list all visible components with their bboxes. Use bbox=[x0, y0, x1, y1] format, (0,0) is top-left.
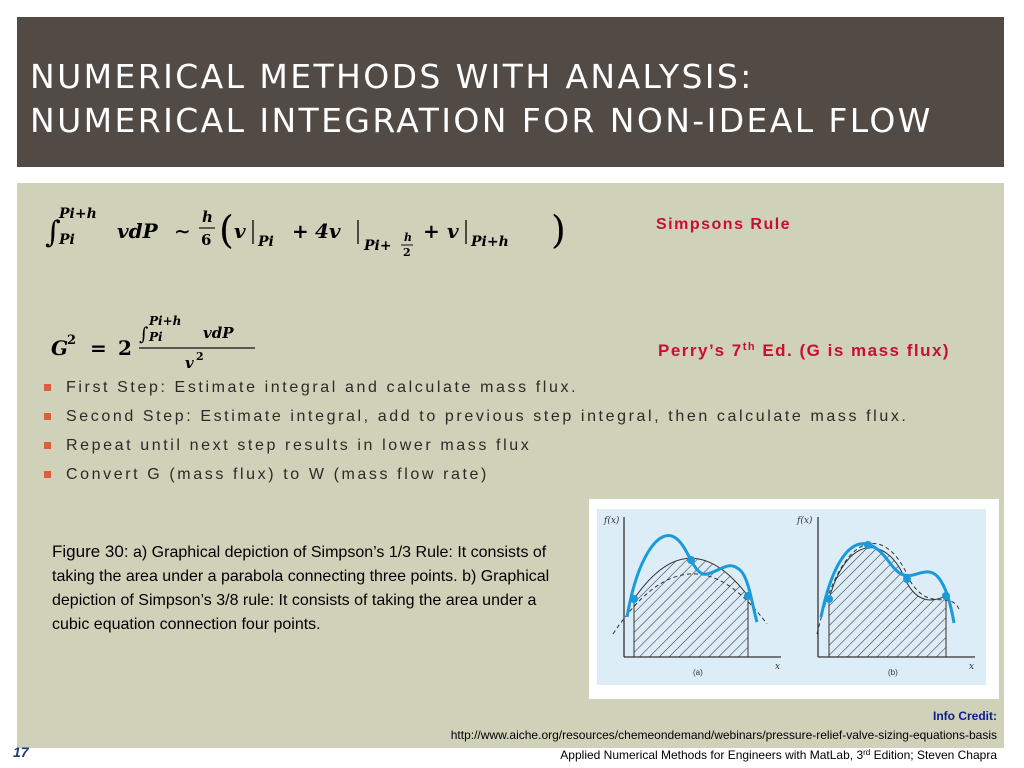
plus-sign-2: + bbox=[423, 219, 440, 243]
panel-b-y-label: f(x) bbox=[797, 516, 813, 526]
panel-a-point bbox=[687, 556, 695, 564]
figure-caption bbox=[52, 540, 572, 637]
mass-flux-lhs: G bbox=[51, 336, 69, 360]
panel-a-x-label: x bbox=[775, 662, 781, 672]
term-v1-subscript: Pi bbox=[258, 234, 274, 250]
slide-title-line-2: NUMERICAL INTEGRATION FOR NON-IDEAL FLOW bbox=[30, 101, 933, 140]
step-text: Second Step: Estimate integral, add to previous step integral, then calculate mass flux. bbox=[66, 408, 909, 425]
book-credit-suffix: Edition; Steven Chapra bbox=[870, 748, 997, 762]
book-credit-superscript: rd bbox=[863, 748, 871, 757]
info-credit-book bbox=[560, 748, 997, 762]
info-credit-heading: Info Credit: bbox=[933, 709, 997, 723]
simpson-integrand: vdP bbox=[117, 219, 158, 243]
simpsons-rule-label: Simpsons Rule bbox=[656, 216, 792, 233]
simpson-lower-limit: Pi bbox=[59, 232, 75, 248]
panel-b-x-label: x bbox=[969, 662, 975, 672]
fraction-denominator: 6 bbox=[201, 231, 212, 249]
bullet-marker bbox=[44, 471, 51, 478]
coefficient: 2 bbox=[118, 336, 132, 360]
simpson-figure bbox=[589, 499, 999, 699]
panel-a-y-label: f(x) bbox=[604, 516, 620, 526]
title-banner bbox=[17, 17, 1004, 167]
term-4v: 4v bbox=[315, 219, 341, 243]
small-integral-sign: ∫ bbox=[139, 324, 149, 345]
bullet-marker bbox=[44, 442, 51, 449]
panel-a-label: (a) bbox=[693, 668, 703, 677]
bullet-marker bbox=[44, 413, 51, 420]
figure-caption-text: a) Graphical depiction of Simpson’s 1/3 Rule: It consists of taking the area under a parabola connecting three points. b) Graphical depiction of Simpson’s 3/8 rule: It consists of taking the area under a cubic equation connection four points. bbox=[52, 544, 550, 633]
simpson-figure-graphic bbox=[589, 499, 999, 699]
mass-flux-exponent: 2 bbox=[67, 333, 77, 348]
info-credit-url: http://www.aiche.org/resources/chemeondemand/webinars/pressure-relief-valve-sizing-equations-basis bbox=[450, 728, 997, 742]
panel-b-point bbox=[903, 575, 911, 583]
approx-symbol: ∼ bbox=[174, 219, 191, 243]
mass-flux-denominator-exponent: 2 bbox=[196, 350, 204, 363]
panel-b-point bbox=[825, 595, 833, 603]
figure-caption-label: Figure 30: bbox=[52, 542, 129, 561]
perry-reference-label bbox=[658, 341, 950, 361]
list-item bbox=[42, 434, 942, 457]
integral-sign: ∫ bbox=[45, 215, 61, 250]
mass-flux-equation bbox=[45, 315, 285, 375]
panel-b-point bbox=[864, 541, 872, 549]
slide-title-line-1: NUMERICAL METHODS WITH ANALYSIS: bbox=[30, 57, 754, 96]
left-paren: ( bbox=[219, 208, 234, 252]
perry-label-prefix: Perry’s 7 bbox=[658, 341, 743, 360]
panel-b-label: (b) bbox=[888, 668, 898, 677]
perry-label-suffix: Ed. (G is mass flux) bbox=[756, 341, 951, 360]
book-credit-prefix: Applied Numerical Methods for Engineers with MatLab, 3 bbox=[560, 748, 864, 762]
list-item bbox=[42, 376, 942, 399]
mass-flux-integrand: vdP bbox=[203, 324, 234, 342]
steps-list bbox=[42, 376, 942, 492]
simpson-upper-limit: Pi+h bbox=[59, 206, 97, 222]
mass-flux-upper-limit: Pi+h bbox=[149, 315, 182, 328]
panel-b-point bbox=[942, 592, 950, 600]
perry-label-superscript: th bbox=[742, 341, 757, 353]
step-text: Repeat until next step results in lower mass flux bbox=[66, 437, 532, 454]
term-v1: v bbox=[234, 219, 246, 243]
right-paren: ) bbox=[551, 208, 566, 252]
sub-fraction-numerator: h bbox=[404, 231, 412, 244]
step-text: Convert G (mass flux) to W (mass flow rate) bbox=[66, 466, 489, 483]
term-4v-subscript: Pi+ bbox=[364, 238, 392, 254]
plus-sign-1: + bbox=[292, 219, 309, 243]
panel-a-point bbox=[630, 595, 638, 603]
term-v3-subscript: Pi+h bbox=[471, 234, 509, 250]
mass-flux-lower-limit: Pi bbox=[149, 330, 163, 344]
simpson-rule-equation bbox=[45, 198, 605, 258]
bullet-marker bbox=[44, 384, 51, 391]
sub-fraction-denominator: 2 bbox=[403, 246, 411, 258]
panel-a-point bbox=[744, 592, 752, 600]
slide-number: 17 bbox=[13, 744, 29, 760]
list-item bbox=[42, 463, 942, 486]
step-text: First Step: Estimate integral and calculate mass flux. bbox=[66, 379, 579, 396]
fraction-numerator: h bbox=[202, 208, 213, 226]
list-item bbox=[42, 405, 942, 428]
term-v3: v bbox=[447, 219, 459, 243]
equals-sign: = bbox=[90, 336, 107, 360]
mass-flux-denominator: v bbox=[185, 354, 194, 372]
